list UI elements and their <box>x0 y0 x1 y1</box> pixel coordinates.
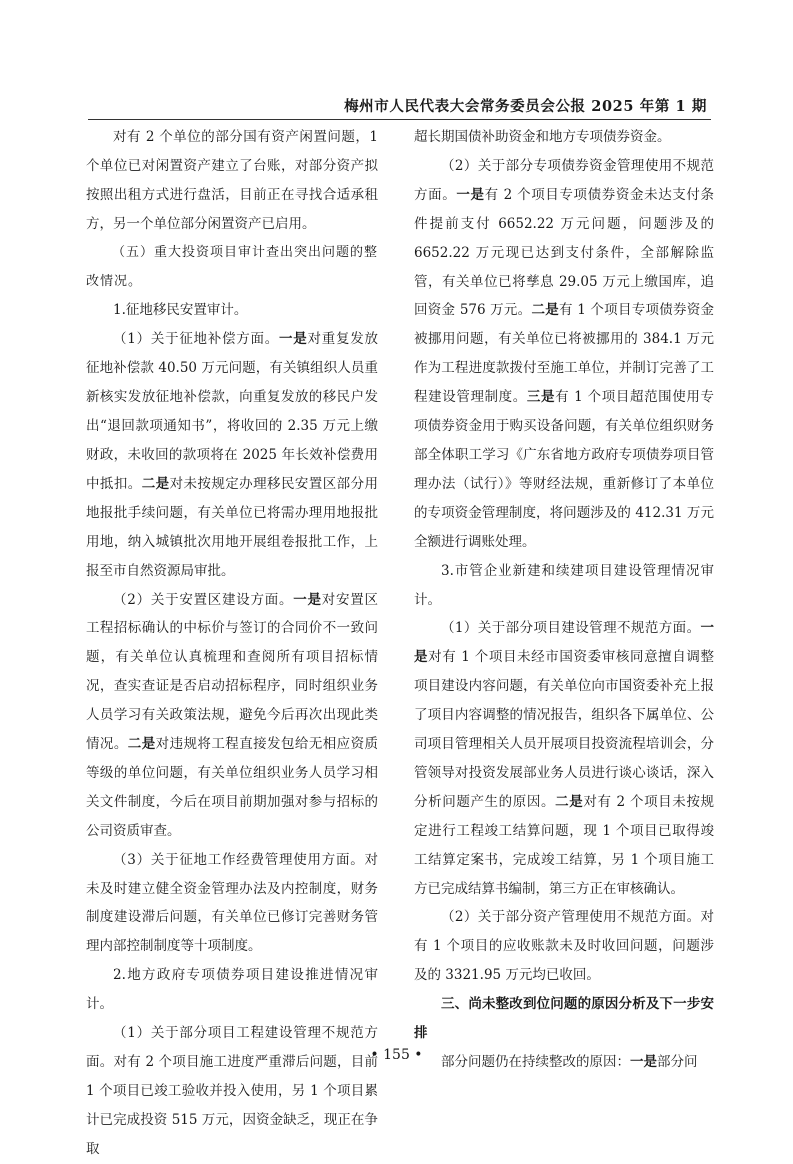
emphasis-first: 一是 <box>456 186 485 203</box>
paragraph: （2）关于部分资产管理使用不规范方面。对有 1 个项目的应收账款未及时收回问题，问题涉及的 3321.95 万元均已收回。 <box>414 909 714 984</box>
emphasis-third: 三是 <box>526 389 556 406</box>
paragraph-continued: 超长期国债补助资金和地方专项债券资金。 <box>414 129 671 145</box>
emphasis-second: 二是 <box>141 475 170 492</box>
paragraph: （1）关于部分项目工程建设管理不规范方面。对有 2 个项目施工进度严重滞后问题，目前 1 个项目已竣工验收并投入使用，另 1 个项目累计已完成投资 515 万元，因资金缺乏，现正在争取 <box>86 1025 378 1157</box>
emphasis-second: 二是 <box>127 736 156 753</box>
section-heading: 三、尚未整改到位问题的原因分析及下一步安排 <box>414 996 714 1042</box>
emphasis-second: 二是 <box>555 793 584 810</box>
paragraph: （3）关于征地工作经费管理使用方面。对未及时建立健全资金管理办法及内控制度，财务制度建设滞后问题，有关单位已修订完善财务管理内部控制制度等十项制度。 <box>86 851 378 955</box>
journal-header: 梅州市人民代表大会常务委员会公报 2025 年第 1 期 <box>344 98 707 115</box>
paragraph: （2）关于部分专项债券资金管理使用不规范方面。一是有 2 个项目专项债券资金未达支付条件提前支付 6652.22 万元问题，问题涉及的 6652.22 万元现已达到支付条件，全部解除监管，有关单位已将孳息 29.05 万元上缴国库，追回资金 576 万元。二是有 1 个项目专项债券资金被挪用问题，有关单位已将被挪用的 384.1 万元作为工程进度款拨付至施工单位，并制订完善了工程建设管理制度。三是有 1 个项目超范围使用专项债券资金用于购买设备问题，有关单位组织财务部全体职工学习《广东省地方政府专项债券项目管理办法（试行）》等财经法规，重新修订了本单位的专项资金管理制度，将问题涉及的 412.31 万元全额进行调账处理。 <box>414 157 715 550</box>
header-divider <box>88 119 711 120</box>
paragraph: （1）关于部分项目建设管理不规范方面。一是对有 1 个项目未经市国资委审核同意擅自调整项目建设内容问题，有关单位向市国资委补充上报了项目内容调整的情况报告，组织各下属单位、公司项目管理相关人员开展项目投资流程培训会，分管领导对投资发展部业务人员进行谈心谈话，深入分析问题产生的原因。二是对有 2 个项目未按规定进行工程竣工结算问题，现 1 个项目已取得竣工结算定案书，完成竣工结算，另 1 个项目施工方已完成结算书编制，第三方正在审核确认。 <box>414 620 715 897</box>
emphasis-first: 一是 <box>279 331 308 348</box>
page-number: • 155 • <box>370 1047 423 1063</box>
item-heading: 1.征地移民安置审计。 <box>113 302 248 319</box>
paragraph: 对有 2 个单位的部分国有资产闲置问题，1 个单位已对闲置资产建立了台账，对部分资产拟按照出租方式进行盘活，目前正在寻找合适承租方，另一个单位部分闲置资产已启用。 <box>86 129 378 232</box>
left-column <box>86 123 378 1164</box>
paragraph: 部分问题仍在持续整改的原因：一是部分问 <box>441 1054 698 1070</box>
item-heading: 2.地方政府专项债券项目建设推进情况审计。 <box>86 967 378 1013</box>
subsection-heading: （五）重大投资项目审计查出突出问题的整改情况。 <box>86 244 379 289</box>
emphasis-first: 一是 <box>414 620 714 666</box>
emphasis-first: 一是 <box>630 1054 657 1070</box>
paragraph: （1）关于征地补偿方面。一是对重复发放征地补偿款 40.50 万元问题，有关镇组织人员重新核实发放征地补偿款，向重复发放的移民户发出“退回款项通知书”，将收回的 2.35 万元上缴财政，未收回的款项将在 2025 年长效补偿费用中抵扣。二是对未按规定办理移民安置区部分用地报批手续问题，有关单位已将需办理用地报批用地，纳入城镇批次用地开展组卷报批工作，上报至市自然资源局审批。 <box>86 331 379 579</box>
right-column <box>414 123 714 1077</box>
emphasis-second: 二是 <box>531 302 559 319</box>
item-heading: 3.市管企业新建和续建项目建设管理情况审计。 <box>414 562 714 608</box>
emphasis-first: 一是 <box>293 591 322 608</box>
paragraph: （2）关于安置区建设方面。一是对安置区工程招标确认的中标价与签订的合同价不一致问题，有关单位认真梳理和查阅所有项目招标情况，查实查证是否启动招标程序，同时组织业务人员学习有关政策法规，避免今后再次出现此类情况。二是对违规将工程直接发包给无相应资质等级的单位问题，有关单位组织业务人员学习相关文件制度，今后在项目前期加强对参与招标的公司资质审查。 <box>86 591 379 839</box>
